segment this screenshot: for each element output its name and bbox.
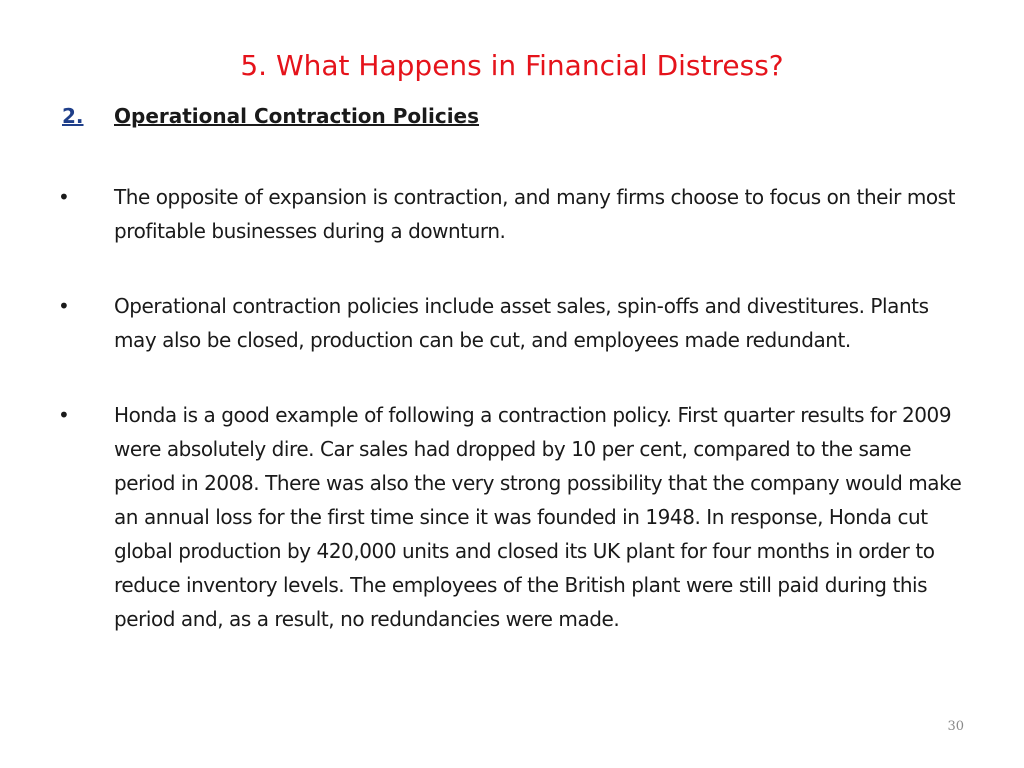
section-heading: [62, 101, 479, 131]
bullet-text: The opposite of expansion is contraction, and many firms choose to focus on their most profitable businesses during a downturn.: [114, 185, 955, 243]
page-number: 30: [947, 719, 964, 734]
bullet-icon: •: [58, 294, 70, 318]
bullet-item: [58, 180, 968, 248]
section-number: 2.: [62, 104, 84, 128]
bullet-icon: •: [58, 185, 70, 209]
section-heading-label: Operational Contraction Policies: [114, 104, 480, 128]
bullet-icon: •: [58, 403, 70, 427]
bullet-item: [58, 398, 968, 636]
bullet-text: Honda is a good example of following a contraction policy. First quarter results for 2009 were absolutely dire. Car sales had dropped by 10 per cent, compared to the same period in 2008. There was also the very strong possibility that the company would make an annual loss for the first time since it was founded in 1948. In response, Honda cut global production by 420,000 units and closed its UK plant for four months in order to reduce inventory levels. The employees of the British plant were still paid during this period and, as a result, no redundancies were made.: [114, 403, 962, 631]
bullet-item: [58, 289, 968, 357]
slide-title: 5. What Happens in Financial Distress?: [240, 49, 784, 82]
bullet-text: Operational contraction policies include asset sales, spin-offs and divestitures. Plants may also be closed, production can be cut, and employees made redundant.: [114, 294, 929, 352]
bullet-list: [58, 180, 968, 677]
